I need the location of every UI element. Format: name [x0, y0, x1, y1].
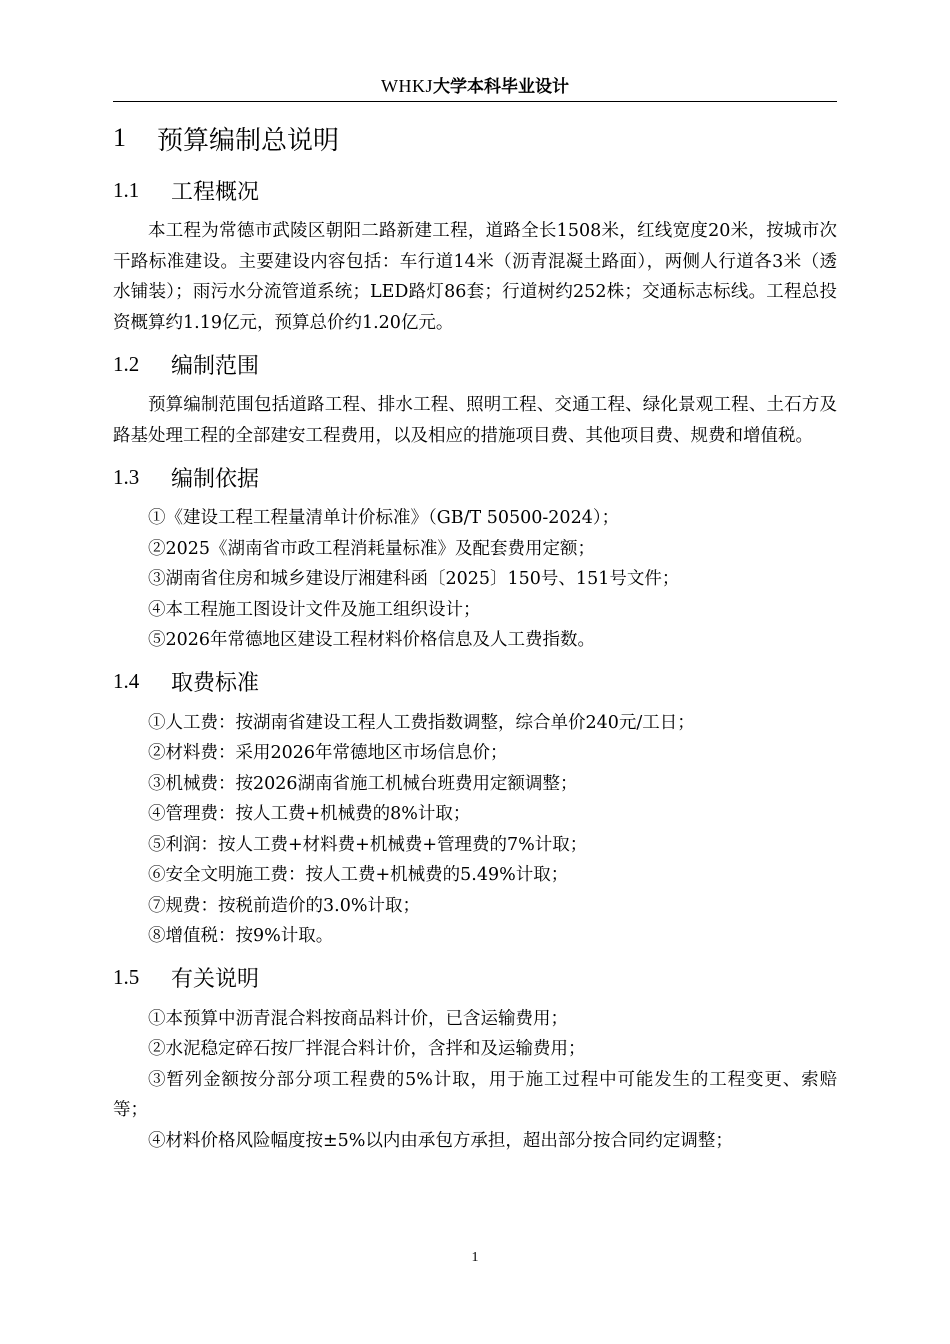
list-item: ①本预算中沥青混合料按商品料计价，已含运输费用； — [148, 1008, 568, 1029]
section-heading — [113, 656, 837, 708]
list-item: ④本工程施工图设计文件及施工组织设计； — [148, 599, 481, 620]
page-number: 1 — [471, 1250, 479, 1265]
list-item: ③湖南省住房和城乡建设厅湘建科函〔2025〕150号、151号文件； — [148, 569, 680, 589]
list-item: ①《建设工程工程量清单计价标准》（GB/T 50500-2024）； — [148, 508, 620, 528]
body-paragraph: 预算编制范围包括道路工程、排水工程、照明工程、交通工程、绿化景观工程、土石方及路基处理工程的全部建安工程费用，以及相应的措施项目费、其他项目费、规费和增值税。 — [113, 395, 837, 446]
list-item: ④管理费：按人工费+机械费的8%计取； — [148, 804, 471, 824]
header-code: WHKJ — [381, 76, 433, 96]
section-number: 1.1 — [113, 177, 140, 202]
chapter-title: 预算编制总说明 — [157, 125, 340, 156]
page-header — [0, 74, 950, 99]
header-rule — [113, 101, 837, 102]
list-item: ①人工费：按湖南省建设工程人工费指数调整，综合单价240元/工日； — [148, 712, 695, 733]
list-item: ②2025《湖南省市政工程消耗量标准》及配套费用定额； — [148, 538, 596, 559]
section-title: 取费标准 — [171, 671, 260, 696]
section-number: 1.2 — [113, 351, 140, 376]
list-item: ②材料费：采用2026年常德地区市场信息价； — [148, 743, 508, 763]
list-item: ②水泥稳定碎石按厂拌混合料计价，含拌和及运输费用； — [148, 1039, 586, 1059]
list-item: ③机械费：按2026湖南省施工机械台班费用定额调整； — [148, 773, 578, 794]
list-item: ⑥安全文明施工费：按人工费+机械费的5.49%计取； — [148, 865, 569, 885]
section-heading — [113, 338, 837, 390]
section-title: 编制依据 — [171, 466, 260, 492]
section-heading — [113, 164, 837, 216]
document-body — [113, 112, 837, 1156]
list-item: ④材料价格风险幅度按±5%以内由承包方承担，超出部分按合同约定调整； — [148, 1130, 733, 1151]
chapter-heading — [113, 112, 837, 164]
section-number: 1.4 — [113, 669, 140, 693]
chapter-number: 1 — [113, 123, 126, 152]
section-1-1 — [113, 164, 837, 338]
section-1-2 — [113, 338, 837, 451]
section-heading — [113, 451, 837, 503]
section-number: 1.5 — [113, 965, 140, 989]
section-title: 工程概况 — [171, 179, 260, 205]
list-item: ⑤2026年常德地区建设工程材料价格信息及人工费指数。 — [148, 630, 596, 650]
section-title: 编制范围 — [171, 353, 260, 379]
section-1-3 — [113, 451, 837, 656]
list-item: ⑤利润：按人工费+材料费+机械费+管理费的7%计取； — [148, 834, 588, 855]
header-university: 大学本科毕业设计 — [433, 77, 569, 97]
section-title: 有关说明 — [171, 967, 260, 992]
section-heading — [113, 952, 837, 1004]
list-item: ⑧增值税：按9%计取。 — [148, 926, 334, 946]
body-paragraph: 本工程为常德市武陵区朝阳二路新建工程，道路全长1508米，红线宽度20米，按城市次干路标准建设。主要建设内容包括：车行道14米（沥青混凝土路面），两侧人行道各3米（透水铺装）；雨污水分流管道系统；LED路灯86套；行道树约252株；交通标志标线。工程总投资概算约1.19亿元，预算总价约1.20亿元。 — [113, 221, 837, 333]
list-item: ⑦规费：按税前造价的3.0%计取； — [148, 895, 420, 916]
section-1-5 — [113, 952, 837, 1157]
list-item: ③暂列金额按分部分项工程费的5%计取，用于施工过程中可能发生的工程变更、索赔等； — [113, 1069, 837, 1120]
section-1-4 — [113, 656, 837, 952]
section-number: 1.3 — [113, 464, 140, 489]
